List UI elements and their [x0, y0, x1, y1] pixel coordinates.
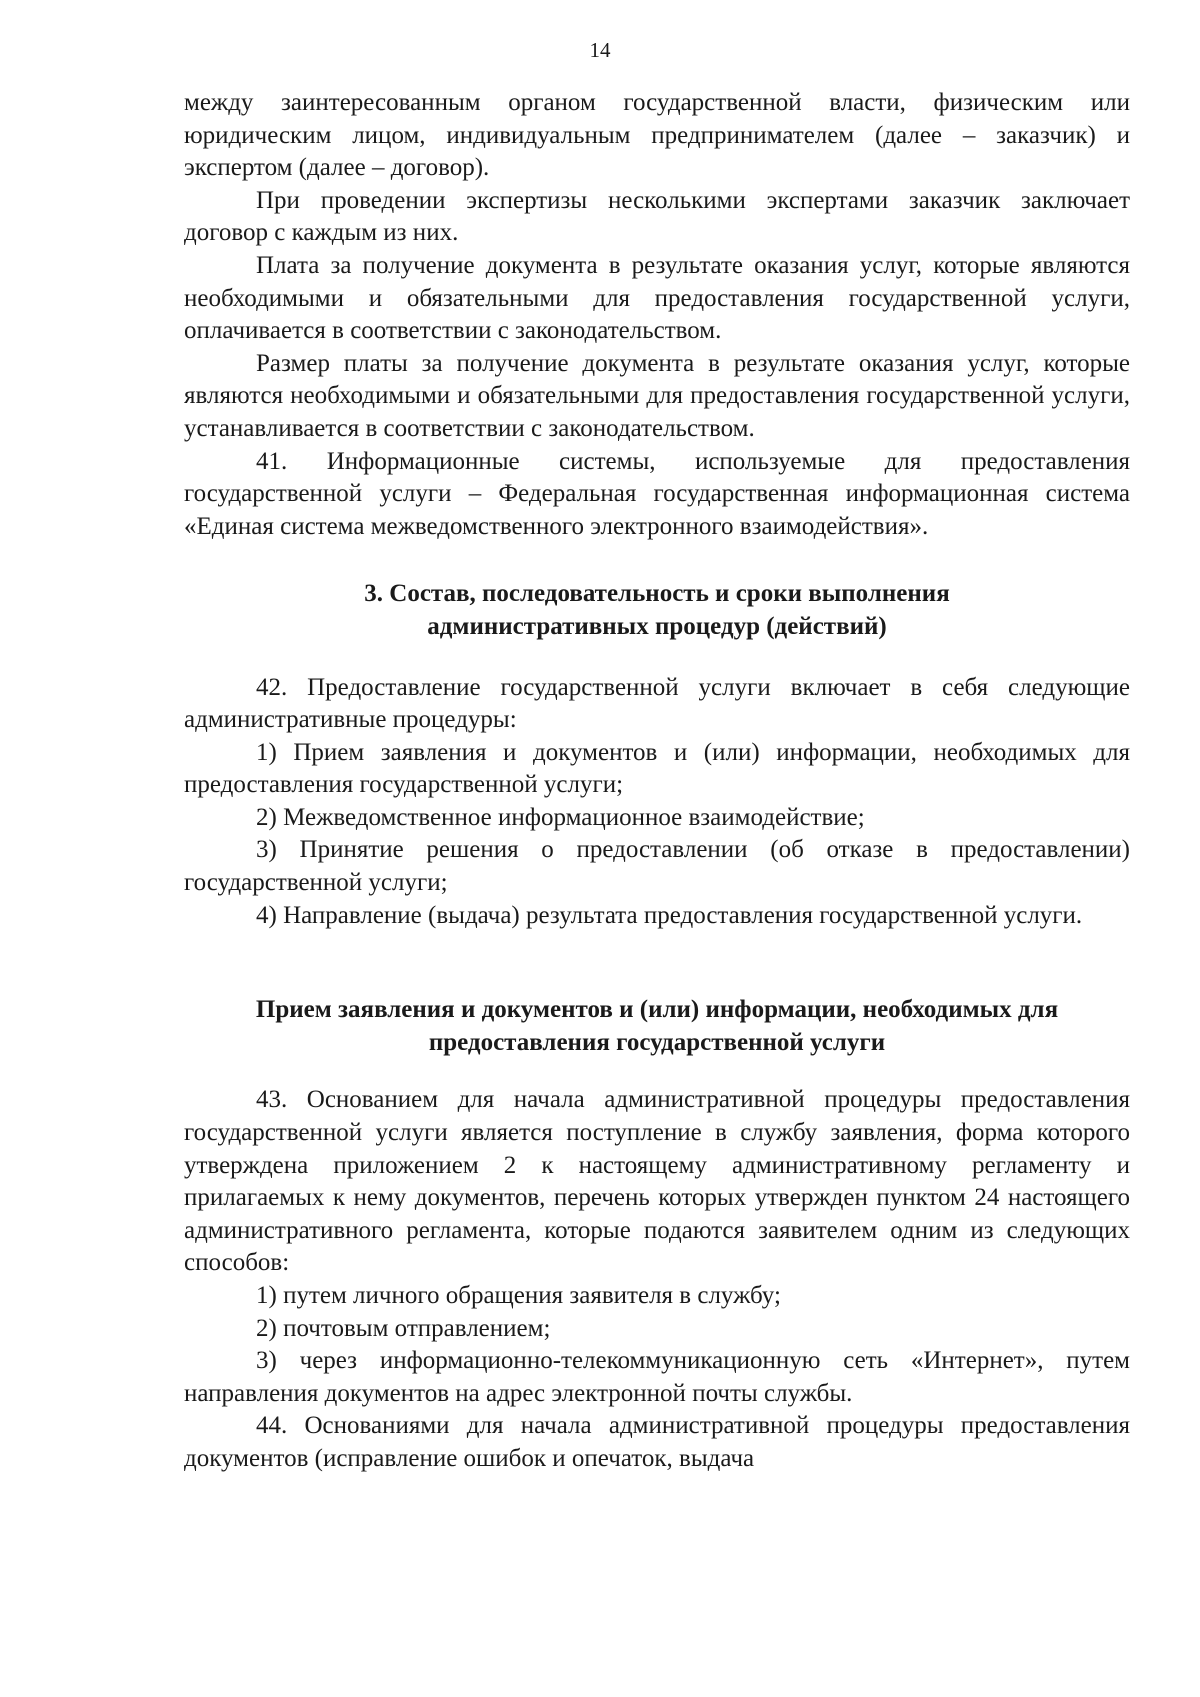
- subsection-heading-line-2: предоставления государственной услуги: [428, 1028, 886, 1056]
- paragraph-fee-amount: Размер платы за получение документа в результате оказания услуг, которые являются необходимыми и обязательными для предоставления государственной услуги, устанавливается в соответствии с законодательством.: [184, 349, 1130, 442]
- list-item-procedure-1: 1) Прием заявления и документов и (или) информации, необходимых для предоставления государственной услуги;: [184, 738, 1130, 799]
- list-item-method-1: 1) путем личного обращения заявителя в службу;: [256, 1282, 781, 1309]
- paragraph-42-procedures: 42. Предоставление государственной услуги включает в себя следующие административные процедуры:: [184, 673, 1130, 734]
- subsection-heading: [168, 994, 1146, 1059]
- list-item-method-2: 2) почтовым отправлением;: [256, 1314, 551, 1342]
- list-item-procedure-2: 2) Межведомственное информационное взаимодействие;: [256, 803, 865, 831]
- subsection-heading-line-1: Прием заявления и документов и (или) информации, необходимых для: [255, 996, 1059, 1024]
- list-item-procedure-3: 3) Принятие решения о предоставлении (об отказе в предоставлении) государственной услуги;: [184, 836, 1130, 897]
- list-item-procedure-4: 4) Направление (выдача) результата предоставления государственной услуги.: [256, 901, 1083, 929]
- paragraph-fee-payment: Плата за получение документа в результате оказания услуг, которые являются необходимыми и обязательными для предоставления государственной услуги, оплачивается в соответствии с законодательством.: [184, 251, 1130, 345]
- paragraph-44-grounds: 44. Основаниями для начала административной процедуры предоставления документов (исправление ошибок и опечаток, выдача: [184, 1412, 1130, 1472]
- document-body: [184, 87, 1130, 1476]
- page-number: 14: [589, 38, 611, 62]
- list-item-method-3: 3) через информационно-телекоммуникационную сеть «Интернет», путем направления документов на адрес электронной почты службы.: [184, 1347, 1130, 1407]
- paragraph-continuation: между заинтересованным органом государственной власти, физическим или юридическим лицом, индивидуальным предпринимателем (далее – заказчик) и экспертом (далее – договор).: [184, 89, 1130, 182]
- paragraph-multiple-experts: При проведении экспертизы несколькими экспертами заказчик заключает договор с каждым из них.: [184, 186, 1130, 247]
- section-3-heading: [184, 578, 1130, 643]
- paragraph-43-grounds: 43. Основанием для начала административной процедуры предоставления государственной услуги является поступление в службу заявления, форма которого утверждена приложением 2 к настоящему административному регламенту и прилагаемых к нему документов, перечень которых утвержден пунктом 24 настоящего административного регламента, которые подаются заявителем одним из следующих способов:: [184, 1086, 1130, 1277]
- paragraph-41-information-systems: 41. Информационные системы, используемые для предоставления государственной услуги – Федеральная государственная информационная система «Единая система межведомственного электронного взаимодействия».: [184, 447, 1130, 540]
- section-3-heading-line-1: 3. Состав, последовательность и сроки выполнения: [364, 580, 950, 608]
- section-3-heading-line-2: административных процедур (действий): [427, 612, 887, 640]
